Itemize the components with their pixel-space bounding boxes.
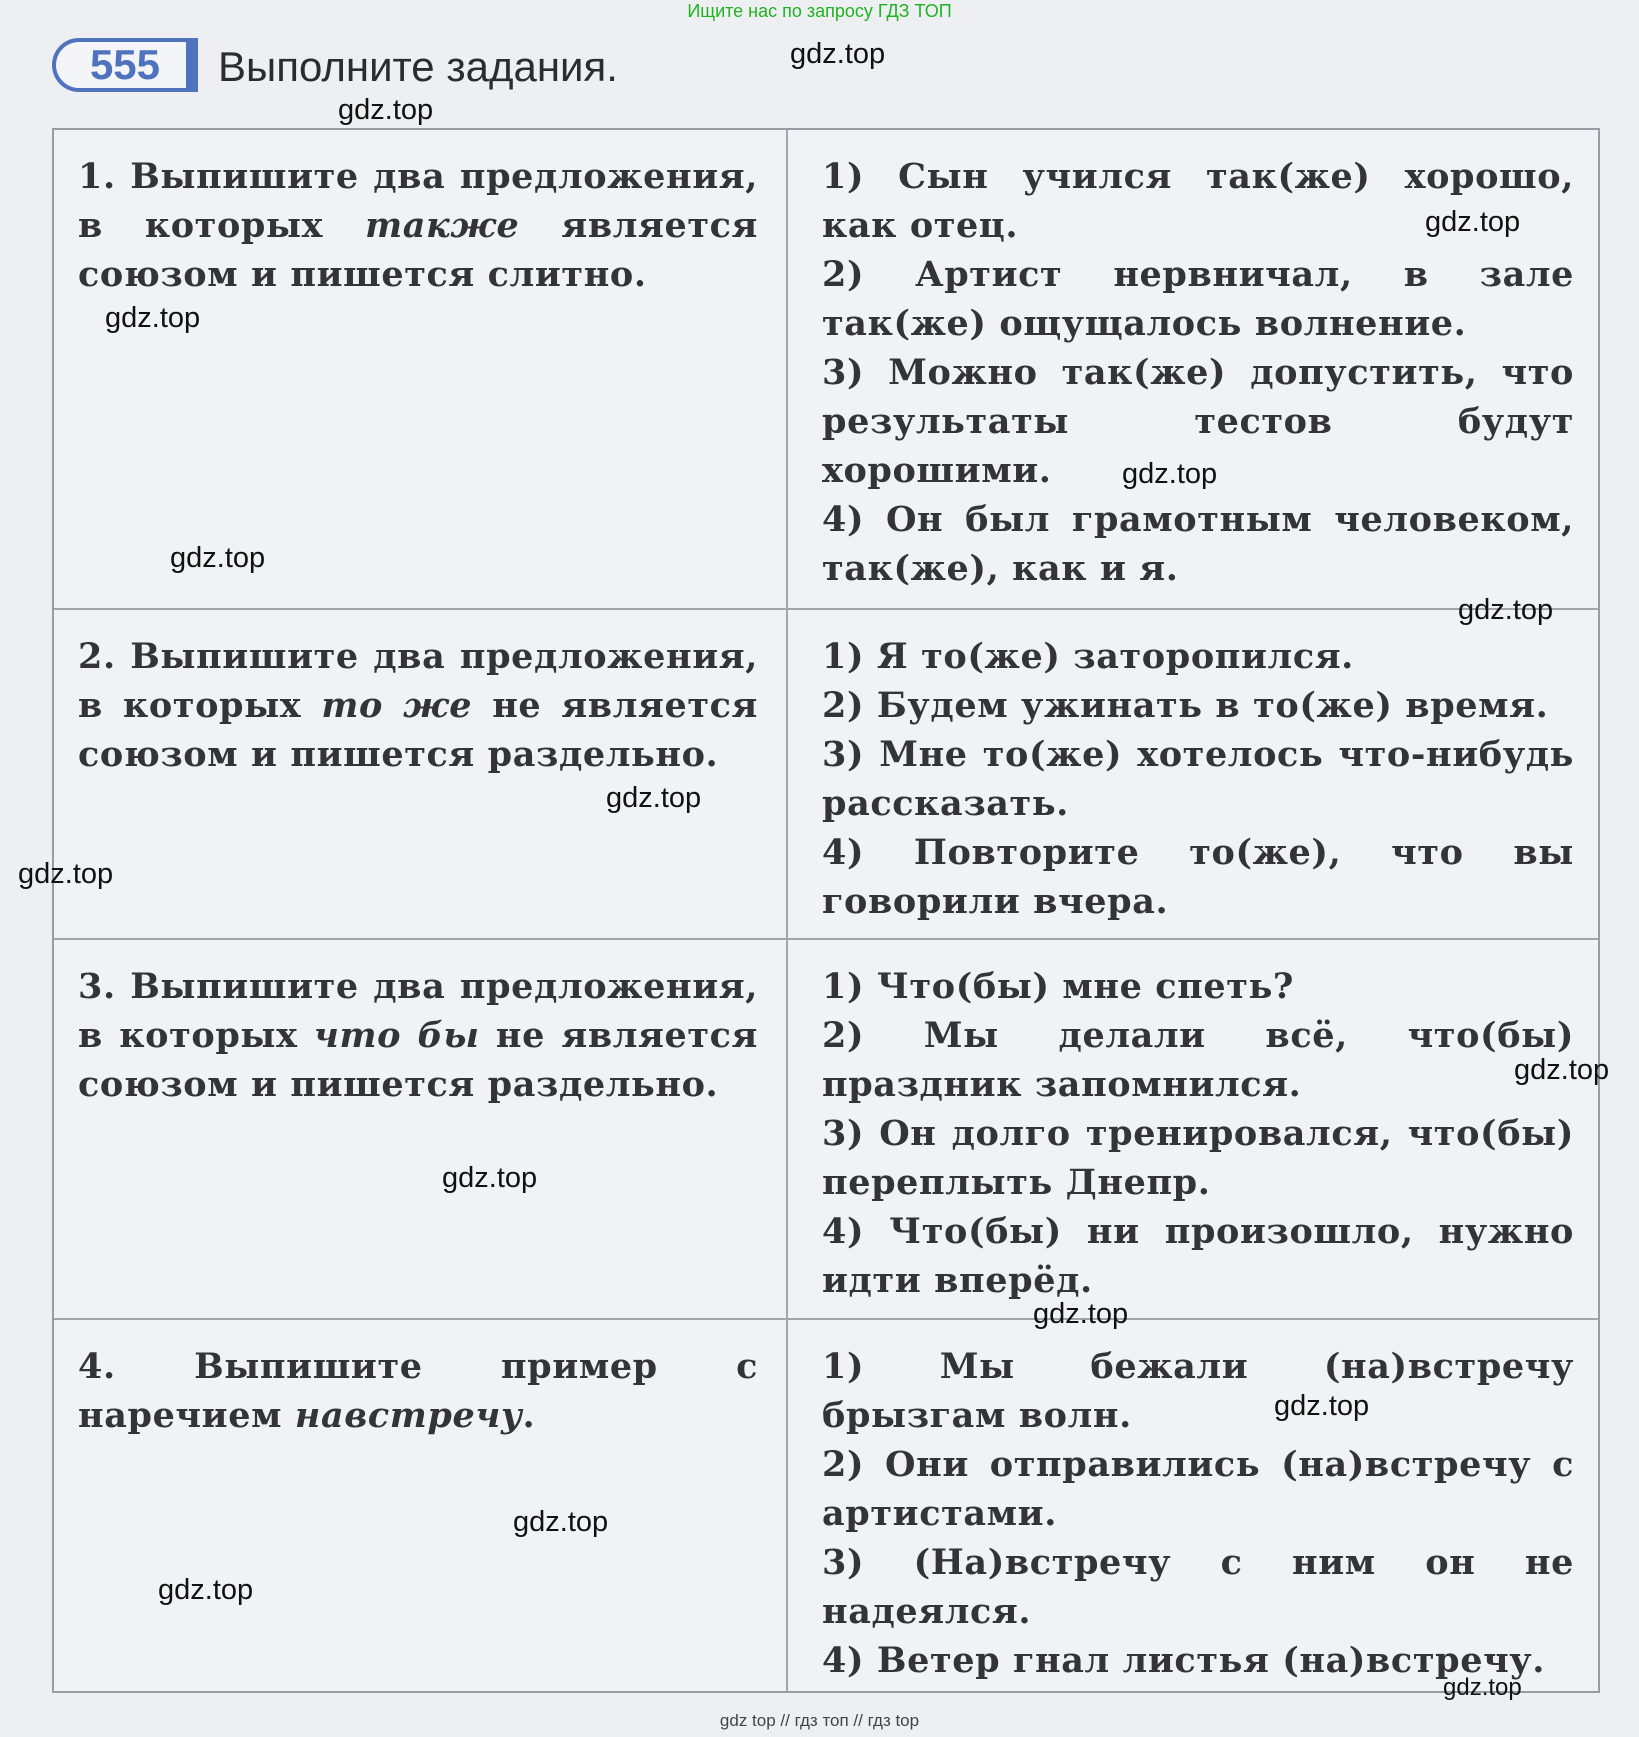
instruction-keyword: также bbox=[365, 205, 520, 246]
instruction-keyword: то же bbox=[321, 685, 473, 726]
sentence-item: 3) Можно так(же) допустить, что результаты тестов будут хорошими. bbox=[822, 352, 1574, 491]
instruction-text: не является союзом и пишется раздельно. bbox=[78, 1015, 758, 1105]
task-row-2 bbox=[54, 610, 1598, 940]
task-row-3 bbox=[54, 940, 1598, 1320]
watermark: gdz.top bbox=[1033, 1298, 1129, 1330]
sentence-item: 4) Ветер гнал листья (на)встречу. bbox=[822, 1640, 1546, 1681]
exercise-heading: Выполните задания. bbox=[218, 43, 618, 90]
sentence-item: 2) Будем ужинать в то(же) время. bbox=[822, 685, 1549, 726]
instruction-text: 3. Выпишите два предложения, в которых bbox=[78, 966, 758, 1056]
task-sentences-2 bbox=[788, 610, 1598, 938]
sentence-item: 3) (На)встречу с ним он не надеялся. bbox=[822, 1542, 1574, 1632]
watermark: gdz.top bbox=[1425, 206, 1521, 238]
watermark: gdz.top bbox=[442, 1162, 538, 1194]
sentence-item: 1) Что(бы) мне спеть? bbox=[822, 966, 1295, 1007]
sentence-item: 3) Он долго тренировался, что(бы) переплыть Днепр. bbox=[822, 1113, 1574, 1203]
exercise-number-badge bbox=[52, 38, 194, 92]
instruction-text: 4. Выпишите пример с наречием bbox=[78, 1346, 758, 1436]
watermark: gdz.top bbox=[1443, 1674, 1522, 1701]
instruction-keyword: навстречу bbox=[294, 1395, 523, 1436]
sentence-item: 1) Мы бежали (на)встречу брызгам волн. bbox=[822, 1346, 1574, 1436]
instruction-text: не является союзом и пишется раздельно. bbox=[78, 685, 758, 775]
task-row-1 bbox=[54, 130, 1598, 610]
sentence-item: 2) Артист нервничал, в зале так(же) ощущалось волнение. bbox=[822, 254, 1574, 344]
instruction-text: . bbox=[522, 1395, 536, 1436]
badge-accent-bar bbox=[186, 38, 198, 92]
watermark: gdz.top bbox=[606, 782, 702, 814]
watermark: gdz.top bbox=[105, 302, 201, 334]
task-instruction-2 bbox=[54, 610, 788, 938]
watermark: gdz.top bbox=[1274, 1390, 1370, 1422]
task-sentences-1 bbox=[788, 130, 1598, 608]
watermark: gdz.top bbox=[1122, 458, 1218, 490]
sentence-item: 3) Мне то(же) хотелось что-нибудь рассказать. bbox=[822, 734, 1574, 824]
task-row-4 bbox=[54, 1320, 1598, 1691]
top-banner: Ищите нас по запросу ГДЗ ТОП bbox=[687, 1, 952, 21]
watermark: gdz.top bbox=[158, 1574, 254, 1606]
sentence-item: 4) Он был грамотным человеком, так(же), как и я. bbox=[822, 499, 1574, 589]
instruction-text: 2. Выпишите два предложения, в которых bbox=[78, 636, 758, 726]
task-instruction-4 bbox=[54, 1320, 788, 1691]
instruction-keyword: что бы bbox=[313, 1015, 480, 1056]
sentence-item: 4) Повторите то(же), что вы говорили вчера. bbox=[822, 832, 1574, 922]
instruction-text: 1. Выпишите два предложения, в которых bbox=[78, 156, 758, 246]
task-sentences-4 bbox=[788, 1320, 1598, 1691]
sentence-item: 2) Мы делали всё, что(бы) праздник запомнился. bbox=[822, 1015, 1574, 1105]
task-instruction-1 bbox=[54, 130, 788, 608]
watermark: gdz.top bbox=[1458, 594, 1554, 626]
task-sentences-3 bbox=[788, 940, 1598, 1318]
watermark: gdz.top bbox=[1514, 1054, 1610, 1086]
sentence-item: 1) Я то(же) заторопился. bbox=[822, 636, 1354, 677]
watermark: gdz.top bbox=[170, 542, 266, 574]
watermark: gdz.top bbox=[338, 94, 434, 126]
task-instruction-3 bbox=[54, 940, 788, 1318]
watermark: gdz.top bbox=[18, 858, 114, 890]
bottom-banner: gdz top // гдз топ // гдз top bbox=[719, 1711, 920, 1730]
sentence-item: 1) Сын учился так(же) хорошо, как отец. bbox=[822, 156, 1574, 246]
sentence-item: 4) Что(бы) ни произошло, нужно идти вперёд. bbox=[822, 1211, 1574, 1301]
sentence-item: 2) Они отправились (на)встречу с артистами. bbox=[822, 1444, 1574, 1534]
exercise-number: 555 bbox=[89, 41, 161, 88]
task-table bbox=[52, 128, 1600, 1693]
watermark: gdz.top bbox=[513, 1506, 609, 1538]
watermark: gdz.top bbox=[790, 38, 886, 70]
instruction-text: является союзом и пишется слитно. bbox=[78, 205, 758, 295]
